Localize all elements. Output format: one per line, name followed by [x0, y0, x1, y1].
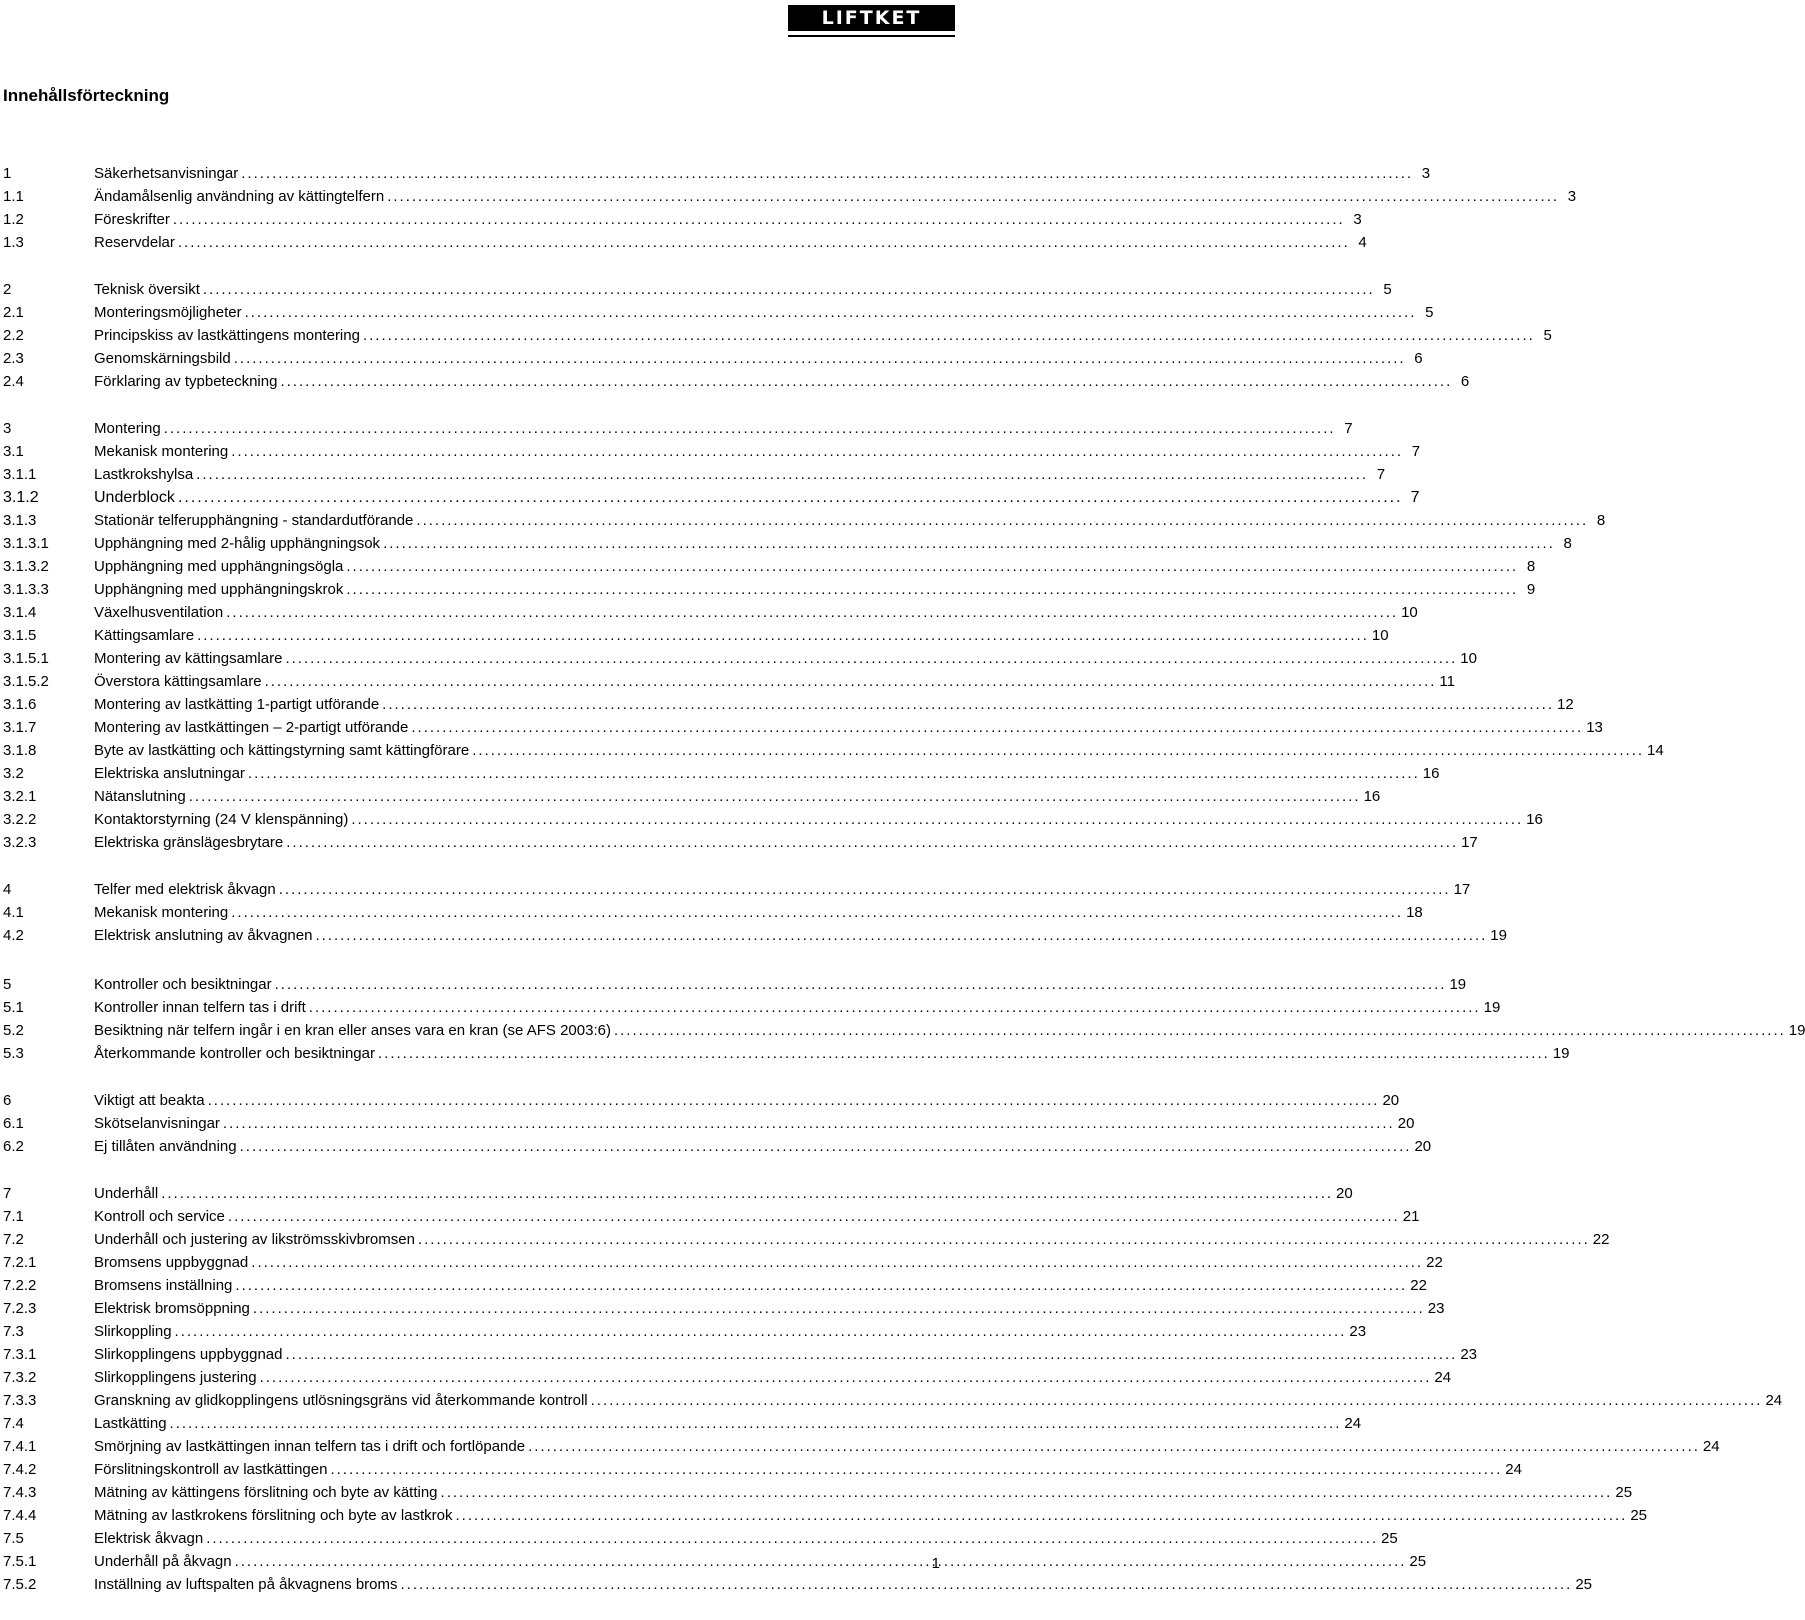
toc-entry-number: 5.1: [3, 999, 24, 1016]
toc-entry[interactable]: [0, 973, 1467, 996]
toc-dot-leader: [472, 739, 1644, 762]
toc-entry[interactable]: [0, 831, 1478, 854]
toc-entry-label: Växelhusventilation: [94, 604, 224, 621]
toc-entry-number: 3.2: [3, 765, 24, 782]
toc-entry-number: 7.5: [3, 1530, 24, 1547]
toc-entry-number: 3.1.3.3: [3, 581, 49, 598]
toc-entry-label: Teknisk översikt: [94, 281, 200, 298]
toc-entry-label: Mätning av lastkrokens förslitning och byte av lastkrok: [94, 1507, 453, 1524]
toc-entry[interactable]: [0, 1274, 1427, 1297]
toc-section: [0, 162, 1577, 254]
toc-entry-page: 20: [1382, 1092, 1400, 1109]
toc-entry-page: 20: [1397, 1115, 1415, 1132]
toc-entry-label: Ej tillåten användning: [94, 1138, 237, 1155]
toc-dot-leader: [351, 808, 1523, 831]
toc-entry-page: 11: [1439, 673, 1455, 690]
toc-entry-label: Montering av kättingsamlare: [94, 650, 283, 667]
toc-entry[interactable]: [0, 1112, 1415, 1135]
toc-entry[interactable]: [0, 578, 1536, 601]
toc-entry[interactable]: [0, 785, 1381, 808]
toc-entry-number: 2.4: [3, 373, 24, 390]
toc-entry-number: 7.5.2: [3, 1576, 37, 1593]
liftket-logo: LIFTKET: [788, 5, 955, 31]
toc-entry-number: 5: [3, 976, 12, 993]
toc-entry-page: 22: [1410, 1277, 1427, 1294]
toc-entry[interactable]: [0, 1481, 1633, 1504]
toc-dot-leader: [170, 1412, 1342, 1435]
toc-entry-label: Telfer med elektrisk åkvagn: [94, 881, 276, 898]
toc-entry-number: 5.2: [3, 1022, 24, 1039]
toc-dot-leader: [456, 1504, 1628, 1527]
toc-entry[interactable]: [0, 162, 1431, 185]
toc-entry-number: 3.1.3: [3, 512, 37, 529]
toc-entry-page: 19: [1552, 1045, 1570, 1062]
toc-entry[interactable]: [0, 716, 1603, 739]
toc-entry-number: 7: [3, 1185, 12, 1202]
toc-entry-label: Nätanslutning: [94, 788, 186, 805]
toc-entry[interactable]: [0, 1297, 1445, 1320]
toc-entry-number: 7.4.3: [3, 1484, 37, 1501]
toc-dot-leader: [260, 1366, 1432, 1389]
toc-entry-number: 3.1.4: [3, 604, 37, 621]
toc-entry-page: 23: [1349, 1323, 1367, 1340]
toc-entry-page: 5: [1543, 327, 1552, 344]
toc-entry-label: Upphängning med upphängningskrok: [94, 581, 344, 598]
toc-entry-number: 3.1.8: [3, 742, 37, 759]
toc-entry-page: 23: [1427, 1300, 1445, 1317]
page-number: 1: [931, 1555, 940, 1572]
toc-dot-leader: [235, 1274, 1407, 1297]
toc-entry-number: 2: [3, 281, 12, 298]
toc-entry-number: 7.4: [3, 1415, 24, 1432]
toc-entry-number: 3.1.7: [3, 719, 37, 736]
toc-entry-number: 7.2.1: [3, 1254, 37, 1271]
toc-entry-page: 6: [1460, 373, 1470, 390]
toc-entry-page: 10: [1371, 627, 1389, 644]
toc-dot-leader: [591, 1389, 1763, 1412]
toc-dot-leader: [315, 924, 1487, 947]
toc-entry[interactable]: [0, 555, 1536, 578]
toc-entry-number: 3.1.3.2: [3, 558, 49, 575]
toc-entry-label: Elektrisk anslutning av åkvagnen: [94, 927, 313, 944]
toc-dot-leader: [245, 301, 1417, 324]
toc-entry-label: Mekanisk montering: [94, 443, 229, 460]
toc-section: [0, 278, 1552, 393]
toc-entry-label: Inställning av luftspalten på åkvagnens broms: [94, 1576, 398, 1593]
table-of-contents: [0, 162, 1805, 1620]
toc-entry[interactable]: [0, 347, 1423, 370]
toc-entry-label: Föreskrifter: [94, 211, 170, 228]
toc-entry-number: 3.1.1: [3, 466, 37, 483]
toc-entry-label: Slirkopplingens justering: [94, 1369, 257, 1386]
toc-entry-number: 7.3.2: [3, 1369, 37, 1386]
toc-entry-page: 24: [1505, 1461, 1522, 1478]
toc-entry-number: 6: [3, 1092, 12, 1109]
toc-entry-number: 3.1: [3, 443, 24, 460]
toc-entry[interactable]: [0, 324, 1552, 347]
toc-entry-label: Bromsens inställning: [94, 1277, 233, 1294]
toc-entry-label: Mätning av kättingens förslitning och byte av kätting: [94, 1484, 438, 1501]
toc-entry-label: Viktigt att beakta: [94, 1092, 205, 1109]
toc-entry[interactable]: [0, 693, 1574, 716]
toc-entry[interactable]: [0, 739, 1664, 762]
toc-entry-page: 23: [1460, 1346, 1477, 1363]
toc-entry[interactable]: [0, 1389, 1783, 1412]
toc-entry[interactable]: [0, 1019, 1805, 1042]
toc-dot-leader: [235, 1550, 1407, 1573]
toc-dot-leader: [387, 185, 1559, 208]
toc-entry-label: Montering: [94, 420, 161, 437]
toc-entry-label: Slirkopplingens uppbyggnad: [94, 1346, 283, 1363]
toc-dot-leader: [285, 647, 1457, 670]
toc-entry-page: 14: [1647, 742, 1664, 759]
toc-entry-label: Underhåll på åkvagn: [94, 1553, 232, 1570]
toc-entry-number: 3.1.5: [3, 627, 37, 644]
toc-section: [0, 973, 1805, 1065]
toc-entry-label: Kontroller och besiktningar: [94, 976, 272, 993]
toc-entry-number: 5.3: [3, 1045, 24, 1062]
toc-dot-leader: [196, 463, 1368, 486]
toc-entry-page: 25: [1575, 1576, 1593, 1593]
toc-dot-leader: [346, 578, 1518, 601]
toc-entry[interactable]: [0, 532, 1572, 555]
toc-entry-label: Reservdelar: [94, 234, 175, 251]
toc-entry-page: 25: [1381, 1530, 1398, 1547]
toc-dot-leader: [346, 555, 1518, 578]
toc-entry-page: 7: [1410, 489, 1420, 506]
toc-entry-page: 20: [1336, 1185, 1353, 1202]
toc-dot-leader: [231, 901, 1403, 924]
toc-entry[interactable]: [0, 762, 1440, 785]
toc-entry-label: Montering av lastkätting 1-partigt utförande: [94, 696, 380, 713]
toc-entry-page: 20: [1414, 1138, 1432, 1155]
toc-entry-label: Överstora kättingsamlare: [94, 673, 262, 690]
toc-entry-number: 3.1.2: [3, 489, 39, 506]
toc-entry[interactable]: [0, 601, 1418, 624]
toc-entry-page: 8: [1596, 512, 1606, 529]
toc-entry[interactable]: [0, 463, 1386, 486]
toc-dot-leader: [164, 417, 1336, 440]
toc-entry[interactable]: [0, 1573, 1593, 1596]
toc-entry-label: Upphängning med 2-hålig upphängningsok: [94, 535, 381, 552]
toc-entry-page: 24: [1765, 1392, 1783, 1409]
toc-entry-label: Ändamålsenlig användning av kättingtelfern: [94, 188, 385, 205]
toc-entry-number: 1: [3, 165, 12, 182]
toc-entry[interactable]: [0, 440, 1421, 463]
toc-entry-page: 24: [1434, 1369, 1452, 1386]
toc-entry-page: 8: [1526, 558, 1536, 575]
toc-entry-label: Montering av lastkättingen – 2-partigt utförande: [94, 719, 409, 736]
toc-entry[interactable]: [0, 1504, 1648, 1527]
toc-entry-label: Bromsens uppbyggnad: [94, 1254, 249, 1271]
toc-entry-page: 5: [1383, 281, 1392, 298]
toc-entry-page: 22: [1426, 1254, 1443, 1271]
toc-entry[interactable]: [0, 1251, 1443, 1274]
toc-entry-page: 19: [1483, 999, 1501, 1016]
toc-dot-leader: [240, 1135, 1412, 1158]
toc-entry-label: Kontroll och service: [94, 1208, 225, 1225]
toc-section: [0, 417, 1664, 854]
toc-dot-leader: [175, 1320, 1347, 1343]
toc-entry-label: Förslitningskontroll av lastkättingen: [94, 1461, 328, 1478]
toc-entry[interactable]: [0, 185, 1577, 208]
toc-entry-label: Monteringsmöjligheter: [94, 304, 242, 321]
toc-dot-leader: [231, 440, 1403, 463]
toc-entry-page: 16: [1363, 788, 1381, 805]
toc-entry-number: 7.5.1: [3, 1553, 37, 1570]
toc-entry[interactable]: [0, 1366, 1452, 1389]
toc-entry[interactable]: [0, 924, 1507, 947]
toc-entry[interactable]: [0, 1343, 1477, 1366]
toc-dot-leader: [614, 1019, 1786, 1042]
toc-dot-leader: [401, 1573, 1573, 1596]
toc-entry[interactable]: [0, 1042, 1570, 1065]
toc-dot-leader: [418, 1228, 1590, 1251]
header-rule: [788, 35, 955, 37]
toc-entry[interactable]: [0, 1412, 1362, 1435]
toc-entry-page: 16: [1422, 765, 1440, 782]
toc-dot-leader: [280, 370, 1452, 393]
toc-entry[interactable]: [0, 1550, 1427, 1573]
toc-dot-leader: [234, 347, 1406, 370]
toc-entry-page: 24: [1702, 1438, 1720, 1455]
toc-entry[interactable]: [0, 509, 1606, 532]
toc-entry-number: 6.1: [3, 1115, 24, 1132]
toc-entry-number: 7.2: [3, 1231, 24, 1248]
toc-entry[interactable]: [0, 370, 1470, 393]
toc-entry-number: 7.3.1: [3, 1346, 37, 1363]
toc-entry[interactable]: [0, 278, 1392, 301]
toc-dot-leader: [228, 1205, 1400, 1228]
toc-dot-leader: [275, 973, 1447, 996]
toc-entry-number: 7.4.1: [3, 1438, 37, 1455]
toc-dot-leader: [441, 1481, 1613, 1504]
toc-entry-label: Förklaring av typbeteckning: [94, 373, 278, 390]
toc-entry[interactable]: [0, 996, 1501, 1019]
toc-entry-page: 25: [1409, 1553, 1427, 1570]
toc-entry-label: Elektriska anslutningar: [94, 765, 245, 782]
toc-dot-leader: [208, 1089, 1380, 1112]
toc-entry-label: Underhåll och justering av likströmsskivbromsen: [94, 1231, 415, 1248]
toc-entry[interactable]: [0, 1228, 1610, 1251]
toc-entry-number: 3: [3, 420, 12, 437]
toc-entry-label: Säkerhetsanvisningar: [94, 165, 239, 182]
toc-entry[interactable]: [0, 1458, 1522, 1481]
toc-entry-number: 3.1.5.1: [3, 650, 49, 667]
toc-entry-page: 10: [1401, 604, 1418, 621]
toc-entry-number: 3.1.3.1: [3, 535, 49, 552]
toc-entry-page: 19: [1449, 976, 1467, 993]
toc-entry-page: 6: [1414, 350, 1423, 367]
toc-entry-number: 4: [3, 881, 12, 898]
toc-entry[interactable]: [0, 670, 1455, 693]
toc-entry-page: 17: [1461, 834, 1478, 851]
toc-entry[interactable]: [0, 1527, 1398, 1550]
toc-entry[interactable]: [0, 808, 1543, 831]
toc-dot-leader: [528, 1435, 1700, 1458]
toc-entry-page: 3: [1353, 211, 1362, 228]
toc-entry[interactable]: [0, 1135, 1432, 1158]
toc-entry-number: 4.2: [3, 927, 24, 944]
toc-dot-leader: [206, 1527, 1378, 1550]
toc-entry-label: Underblock: [94, 489, 175, 506]
toc-entry-page: 4: [1358, 234, 1367, 251]
toc-entry-number: 1.3: [3, 234, 24, 251]
toc-entry-number: 7.1: [3, 1208, 24, 1225]
toc-entry-label: Elektrisk bromsöppning: [94, 1300, 250, 1317]
toc-entry-page: 9: [1526, 581, 1536, 598]
toc-entry[interactable]: [0, 231, 1367, 254]
toc-entry[interactable]: [0, 1435, 1720, 1458]
toc-dot-leader: [226, 601, 1398, 624]
toc-entry-label: Besiktning när telfern ingår i en kran eller anses vara en kran (se AFS 2003:6): [94, 1022, 611, 1039]
toc-dot-leader: [411, 716, 1583, 739]
toc-entry-label: Mekanisk montering: [94, 904, 229, 921]
toc-dot-leader: [241, 162, 1413, 185]
toc-dot-leader: [382, 693, 1554, 716]
toc-entry-page: 17: [1453, 881, 1471, 898]
toc-entry-page: 19: [1490, 927, 1507, 944]
toc-section: [0, 1182, 1783, 1596]
toc-dot-leader: [330, 1458, 1502, 1481]
toc-dot-leader: [378, 1042, 1550, 1065]
toc-entry[interactable]: [0, 301, 1434, 324]
toc-entry[interactable]: [0, 486, 1420, 509]
toc-entry-label: Underhåll: [94, 1185, 159, 1202]
toc-dot-leader: [161, 1182, 1333, 1205]
toc-entry-page: 5: [1425, 304, 1434, 321]
toc-entry-number: 3.2.2: [3, 811, 37, 828]
toc-entry-number: 7.3: [3, 1323, 24, 1340]
toc-entry-label: Smörjning av lastkättingen innan telfern tas i drift och fortlöpande: [94, 1438, 526, 1455]
toc-entry-page: 18: [1406, 904, 1423, 921]
toc-entry-label: Skötselanvisningar: [94, 1115, 220, 1132]
toc-dot-leader: [178, 231, 1350, 254]
toc-entry[interactable]: [0, 624, 1389, 647]
toc-dot-leader: [286, 831, 1458, 854]
toc-entry-label: Kättingsamlare: [94, 627, 195, 644]
toc-entry-number: 2.3: [3, 350, 24, 367]
toc-dot-leader: [203, 278, 1375, 301]
toc-entry[interactable]: [0, 1182, 1353, 1205]
toc-entry-label: Upphängning med upphängningsögla: [94, 558, 344, 575]
toc-entry-label: Stationär telferupphängning - standardutförande: [94, 512, 414, 529]
toc-entry[interactable]: [0, 1205, 1420, 1228]
toc-dot-leader: [416, 509, 1588, 532]
toc-entry-page: 7: [1411, 443, 1421, 460]
toc-entry[interactable]: [0, 878, 1471, 901]
toc-entry-page: 7: [1376, 466, 1386, 483]
toc-entry-number: 3.1.6: [3, 696, 37, 713]
toc-entry[interactable]: [0, 1320, 1367, 1343]
toc-entry-label: Lastkätting: [94, 1415, 167, 1432]
toc-dot-leader: [363, 324, 1535, 347]
toc-entry-number: 4.1: [3, 904, 24, 921]
toc-entry-number: 7.3.3: [3, 1392, 37, 1409]
toc-entry-number: 2.2: [3, 327, 24, 344]
toc-entry-page: 8: [1563, 535, 1572, 552]
toc-dot-leader: [309, 996, 1481, 1019]
toc-title: Innehållsförteckning: [3, 86, 170, 105]
toc-entry-number: 3.2.1: [3, 788, 37, 805]
toc-entry-label: Elektrisk åkvagn: [94, 1530, 204, 1547]
toc-entry-label: Kontaktorstyrning (24 V klenspänning): [94, 811, 349, 828]
toc-entry-number: 1.2: [3, 211, 24, 228]
toc-entry[interactable]: [0, 647, 1477, 670]
toc-dot-leader: [251, 1251, 1423, 1274]
toc-dot-leader: [253, 1297, 1425, 1320]
toc-dot-leader: [383, 532, 1555, 555]
toc-entry-page: 19: [1788, 1022, 1805, 1039]
toc-entry-page: 3: [1567, 188, 1577, 205]
toc-entry-number: 7.4.4: [3, 1507, 37, 1524]
toc-entry-number: 3.2.3: [3, 834, 37, 851]
toc-entry-number: 7.2.3: [3, 1300, 37, 1317]
toc-entry-number: 7.2.2: [3, 1277, 37, 1294]
toc-entry[interactable]: [0, 901, 1423, 924]
toc-entry-label: Slirkoppling: [94, 1323, 172, 1340]
toc-entry-label: Återkommande kontroller och besiktningar: [94, 1045, 375, 1062]
toc-entry-number: 7.4.2: [3, 1461, 37, 1478]
toc-entry[interactable]: [0, 1089, 1400, 1112]
toc-entry-page: 22: [1592, 1231, 1610, 1248]
toc-entry-label: Elektriska gränslägesbrytare: [94, 834, 284, 851]
toc-dot-leader: [178, 486, 1403, 509]
toc-dot-leader: [173, 208, 1345, 231]
toc-entry-page: 21: [1402, 1208, 1420, 1225]
toc-entry-number: 3.1.5.2: [3, 673, 49, 690]
toc-entry-page: 16: [1526, 811, 1543, 828]
toc-entry-number: 2.1: [3, 304, 24, 321]
toc-section: [0, 878, 1507, 947]
toc-dot-leader: [197, 624, 1369, 647]
toc-entry-page: 7: [1344, 420, 1353, 437]
toc-entry-label: Byte av lastkätting och kättingstyrning samt kättingförare: [94, 742, 470, 759]
toc-dot-leader: [265, 670, 1437, 693]
toc-dot-leader: [248, 762, 1420, 785]
toc-dot-leader: [223, 1112, 1395, 1135]
toc-entry-label: Genomskärningsbild: [94, 350, 231, 367]
toc-dot-leader: [189, 785, 1361, 808]
toc-entry-page: 12: [1557, 696, 1574, 713]
toc-entry-label: Lastkrokshylsa: [94, 466, 194, 483]
toc-entry-number: 1.1: [3, 188, 24, 205]
toc-dot-leader: [285, 1343, 1457, 1366]
toc-entry-label: Kontroller innan telfern tas i drift: [94, 999, 306, 1016]
toc-entry-page: 10: [1460, 650, 1477, 667]
toc-entry-page: 24: [1344, 1415, 1362, 1432]
toc-entry-page: 25: [1615, 1484, 1633, 1501]
toc-entry-label: Principskiss av lastkättingens montering: [94, 327, 360, 344]
toc-entry[interactable]: [0, 417, 1353, 440]
toc-entry-label: Granskning av glidkopplingens utlösningsgräns vid återkommande kontroll: [94, 1392, 588, 1409]
toc-section: [0, 1089, 1432, 1158]
toc-dot-leader: [279, 878, 1451, 901]
toc-entry-number: 6.2: [3, 1138, 24, 1155]
toc-entry-page: 13: [1586, 719, 1603, 736]
toc-entry-page: 3: [1421, 165, 1431, 182]
toc-entry[interactable]: [0, 208, 1362, 231]
toc-entry-page: 25: [1630, 1507, 1648, 1524]
